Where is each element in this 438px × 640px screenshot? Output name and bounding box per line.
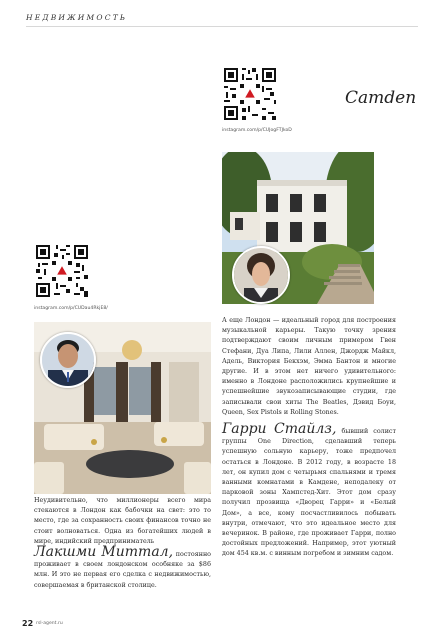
section-title: НЕДВИЖИМОСТЬ bbox=[26, 13, 128, 22]
page-number: 22 bbox=[22, 619, 34, 628]
camden-link[interactable]: instagram.com/p/CUJogFTJkoD bbox=[222, 128, 292, 133]
harry-styles-text: бывший солист группы One Direction, сделавший теперь успешную сольную карьеру, тоже предпочел остаться в Лондоне. В 2012 году, в возрасте 18 лет, он купил дом с четырьмя спальнями и тремя ванными комнатами в Камдене, неподалеку от парковой зоны Хампстед-Хит. Этот дом сразу получил прозвища «Дворец Гарри» и «Белый Дом», а все, кому посчастливилось побывать внутри, отмечают, что это идеальное место для вечеринок. В районе, где проживает Гарри, полно достойных предложений. Например, этот уютный дом 454 кв.м. с винным погребом и зимним садом. bbox=[222, 428, 396, 558]
lakshmi-mittal-portrait bbox=[40, 332, 96, 388]
music-intro-paragraph: А еще Лондон — идеальный город для построения музыкальной карьеры. Такую точку зрения подтверждают своим личным примером Гвен Стефани, Дуа Липа, Лили Аллен, Джордж Майкл, Адель, Виктория Бекхэм, Эмма Бантон и многие другие. И в этом нет ничего удивительного: именно в Лондоне расположились крупнейшие и успешнейшие звукозаписывающие студии, где записывали свои хиты The Beatles, Дэвид Боуи, Queen, Sex Pistols и Rolling Stones. bbox=[222, 317, 396, 416]
site-url[interactable]: rsl-agent.ru bbox=[36, 621, 63, 626]
harry-styles-name: Гарри Стайлз, bbox=[222, 421, 337, 438]
qr-code-camden[interactable] bbox=[222, 66, 278, 122]
camden-heading: Camden bbox=[345, 88, 417, 108]
harry-styles-portrait bbox=[232, 246, 290, 304]
mittal-intro-paragraph: Неудивительно, что миллионеры всего мира стекаются в Лондон как бабочки на свет: это то место, где за сохранность своих финансов точно не стоит волноваться. Одна из богатейших людей в мире, индийский предприниматель bbox=[34, 497, 211, 545]
mittal-text: постоянно проживает в своем лондонском особняке за $86 млн. И это не первая его сделка с недвижимостью, совершаемая в британской столице. bbox=[34, 551, 211, 589]
right-column bbox=[222, 316, 396, 560]
lakshmi-mittal-name: Лакшми Миттал, bbox=[34, 544, 174, 561]
left-column bbox=[34, 496, 211, 591]
harry-styles-paragraph bbox=[222, 421, 396, 560]
qr-code-mittal[interactable] bbox=[34, 243, 90, 299]
mittal-paragraph bbox=[34, 544, 211, 591]
mittal-link[interactable]: instagram.com/p/CUDau4RkjE8/ bbox=[34, 306, 108, 311]
header-divider bbox=[26, 26, 418, 27]
